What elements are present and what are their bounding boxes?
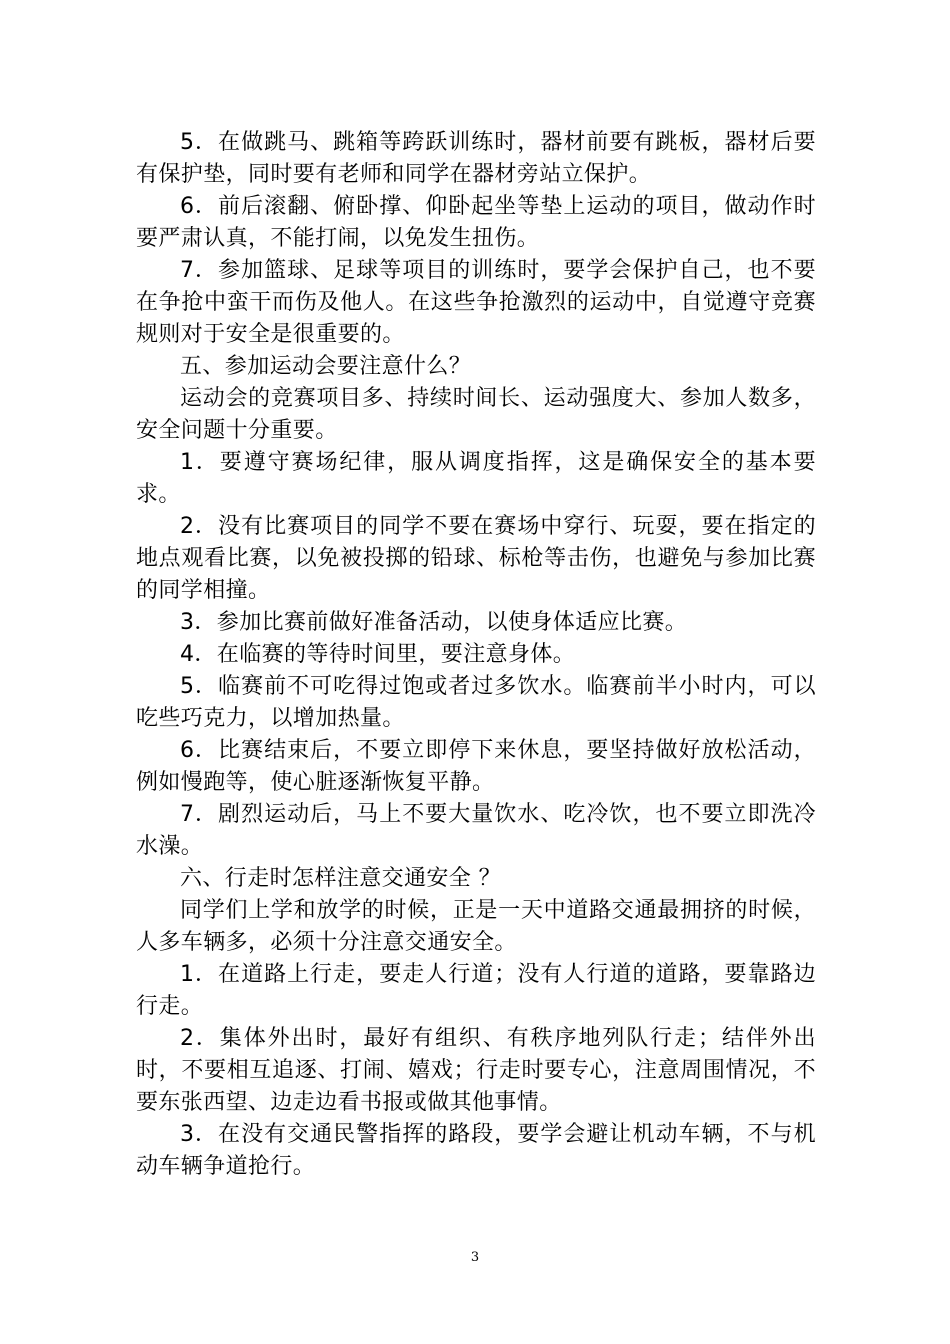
- paragraph-traffic-intro: 同学们上学和放学的时候，正是一天中道路交通最拥挤的时候，人多车辆多，必须十分注意交通安全。: [136, 898, 816, 955]
- paragraph-item-1-discipline: 1．要遵守赛场纪律，服从调度指挥，这是确保安全的基本要求。: [136, 450, 816, 507]
- paragraph-item-5-eating: 5．临赛前不可吃得过饱或者过多饮水。临赛前半小时内，可以吃些巧克力，以增加热量。: [136, 674, 816, 731]
- paragraph-item-2-spectators: 2．没有比赛项目的同学不要在赛场中穿行、玩耍，要在指定的地点观看比赛，以免被投掷的铅球、标枪等击伤，也避免与参加比赛的同学相撞。: [136, 514, 816, 603]
- paragraph-item-2-group-outing: 2．集体外出时，最好有组织、有秩序地列队行走；结伴外出时，不要相互追逐、打闹、嬉戏；行走时要专心，注意周围情况，不要东张西望、边走边看书报或做其他事情。: [136, 1026, 816, 1115]
- paragraph-item-1-sidewalk: 1．在道路上行走，要走人行道；没有人行道的道路，要靠路边行走。: [136, 962, 816, 1019]
- paragraph-item-4-waiting: 4．在临赛的等待时间里，要注意身体。: [180, 642, 576, 667]
- paragraph-sports-meet-intro: 运动会的竞赛项目多、持续时间长、运动强度大、参加人数多，安全问题十分重要。: [136, 386, 816, 443]
- document-body: [136, 127, 816, 1183]
- paragraph-item-6-mat-exercises: 6．前后滚翻、俯卧撑、仰卧起坐等垫上运动的项目，做动作时要严肃认真，不能打闹，以免发生扭伤。: [136, 194, 816, 251]
- paragraph-item-6-cooldown: 6．比赛结束后，不要立即停下来休息，要坚持做好放松活动，例如慢跑等，使心脏逐渐恢复平静。: [136, 738, 816, 795]
- section-heading-sports-meet: 五、参加运动会要注意什么？: [180, 354, 472, 379]
- page-number: 3: [470, 1250, 480, 1265]
- section-heading-traffic-safety: 六、行走时怎样注意交通安全 ？: [180, 866, 501, 891]
- paragraph-item-5-vault-safety: 5．在做跳马、跳箱等跨跃训练时，器材前要有跳板，器材后要有保护垫，同时要有老师和同学在器材旁站立保护。: [136, 130, 816, 187]
- paragraph-item-7-after-exercise: 7．剧烈运动后，马上不要大量饮水、吃冷饮，也不要立即洗冷水澡。: [136, 802, 816, 859]
- paragraph-item-3-yield-vehicles: 3．在没有交通民警指挥的路段，要学会避让机动车辆，不与机动车辆争道抢行。: [136, 1122, 816, 1179]
- paragraph-item-7-ball-games: 7．参加篮球、足球等项目的训练时，要学会保护自己，也不要在争抢中蛮干而伤及他人。在这些争抢激烈的运动中，自觉遵守竞赛规则对于安全是很重要的。: [136, 258, 816, 347]
- paragraph-item-3-warmup: 3．参加比赛前做好准备活动，以使身体适应比赛。: [180, 610, 688, 635]
